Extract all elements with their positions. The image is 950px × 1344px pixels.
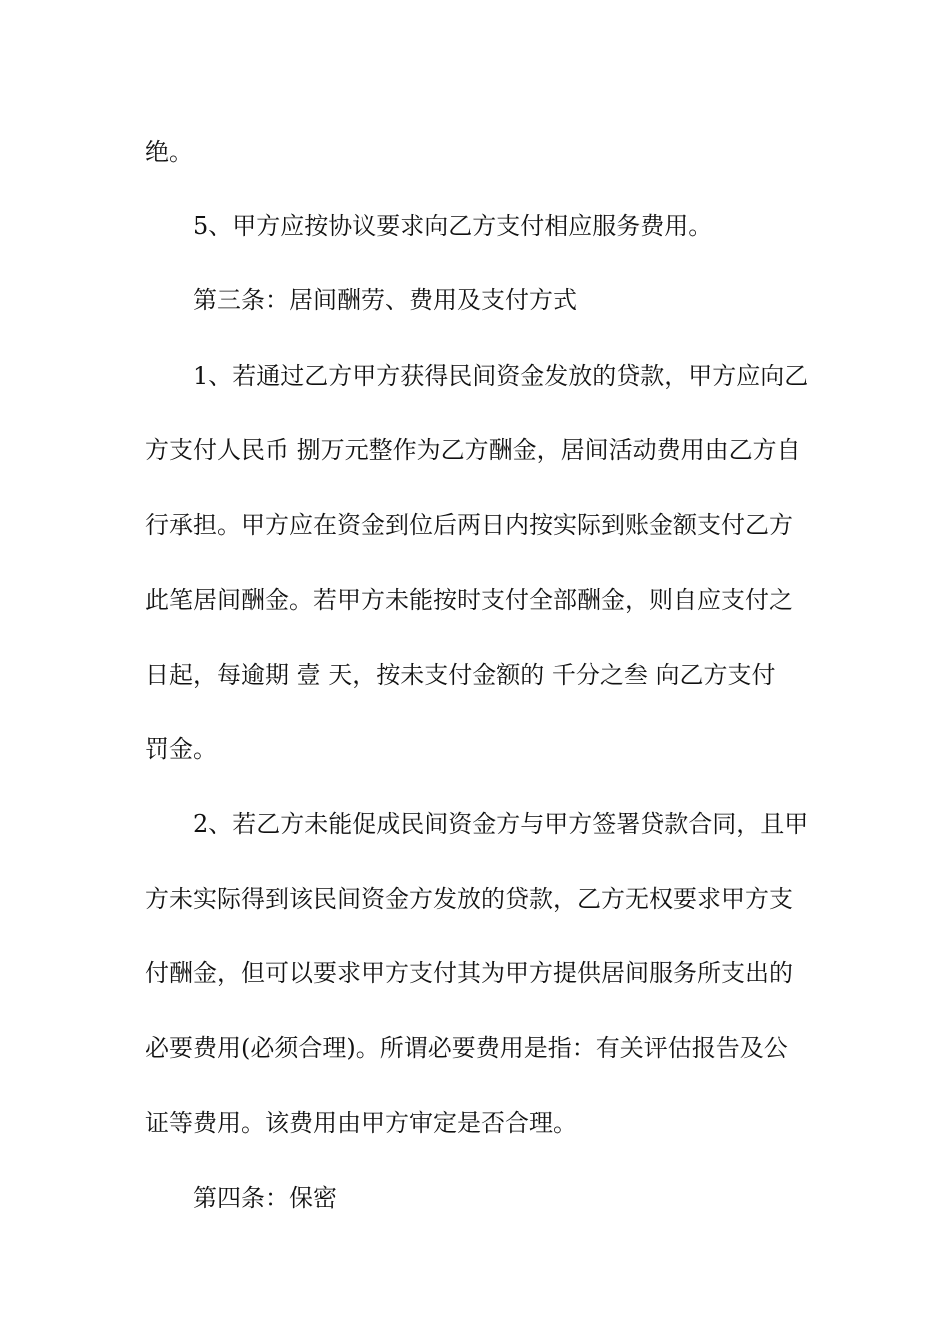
paragraph-line: 方未实际得到该民间资金方发放的贷款，乙方无权要求甲方支 bbox=[145, 885, 793, 913]
paragraph-line: 1、若通过乙方甲方获得民间资金发放的贷款，甲方应向乙 bbox=[193, 362, 809, 390]
paragraph-line: 付酬金，但可以要求甲方支付其为甲方提供居间服务所支出的 bbox=[145, 959, 793, 987]
paragraph-line: 2、若乙方未能促成民间资金方与甲方签署贷款合同，且甲 bbox=[193, 810, 809, 838]
paragraph-line: 证等费用。该费用由甲方审定是否合理。 bbox=[145, 1109, 577, 1137]
paragraph-line: 行承担。甲方应在资金到位后两日内按实际到账金额支付乙方 bbox=[145, 511, 793, 539]
paragraph-line: 日起，每逾期 壹 天，按未支付金额的 千分之叁 向乙方支付 bbox=[145, 661, 776, 689]
clause-5-line: 5、甲方应按协议要求向乙方支付相应服务费用。 bbox=[193, 212, 713, 240]
article-3-heading: 第三条：居间酬劳、费用及支付方式 bbox=[193, 286, 577, 314]
article-4-heading: 第四条：保密 bbox=[193, 1184, 337, 1212]
paragraph-line: 此笔居间酬金。若甲方未能按时支付全部酬金，则自应支付之 bbox=[145, 586, 793, 614]
paragraph-line: 罚金。 bbox=[145, 735, 217, 763]
paragraph-line: 绝。 bbox=[145, 138, 193, 166]
paragraph-line: 必要费用(必须合理)。所谓必要费用是指：有关评估报告及公 bbox=[145, 1034, 788, 1062]
paragraph-line: 方支付人民币 捌万元整作为乙方酬金，居间活动费用由乙方自 bbox=[145, 436, 801, 464]
